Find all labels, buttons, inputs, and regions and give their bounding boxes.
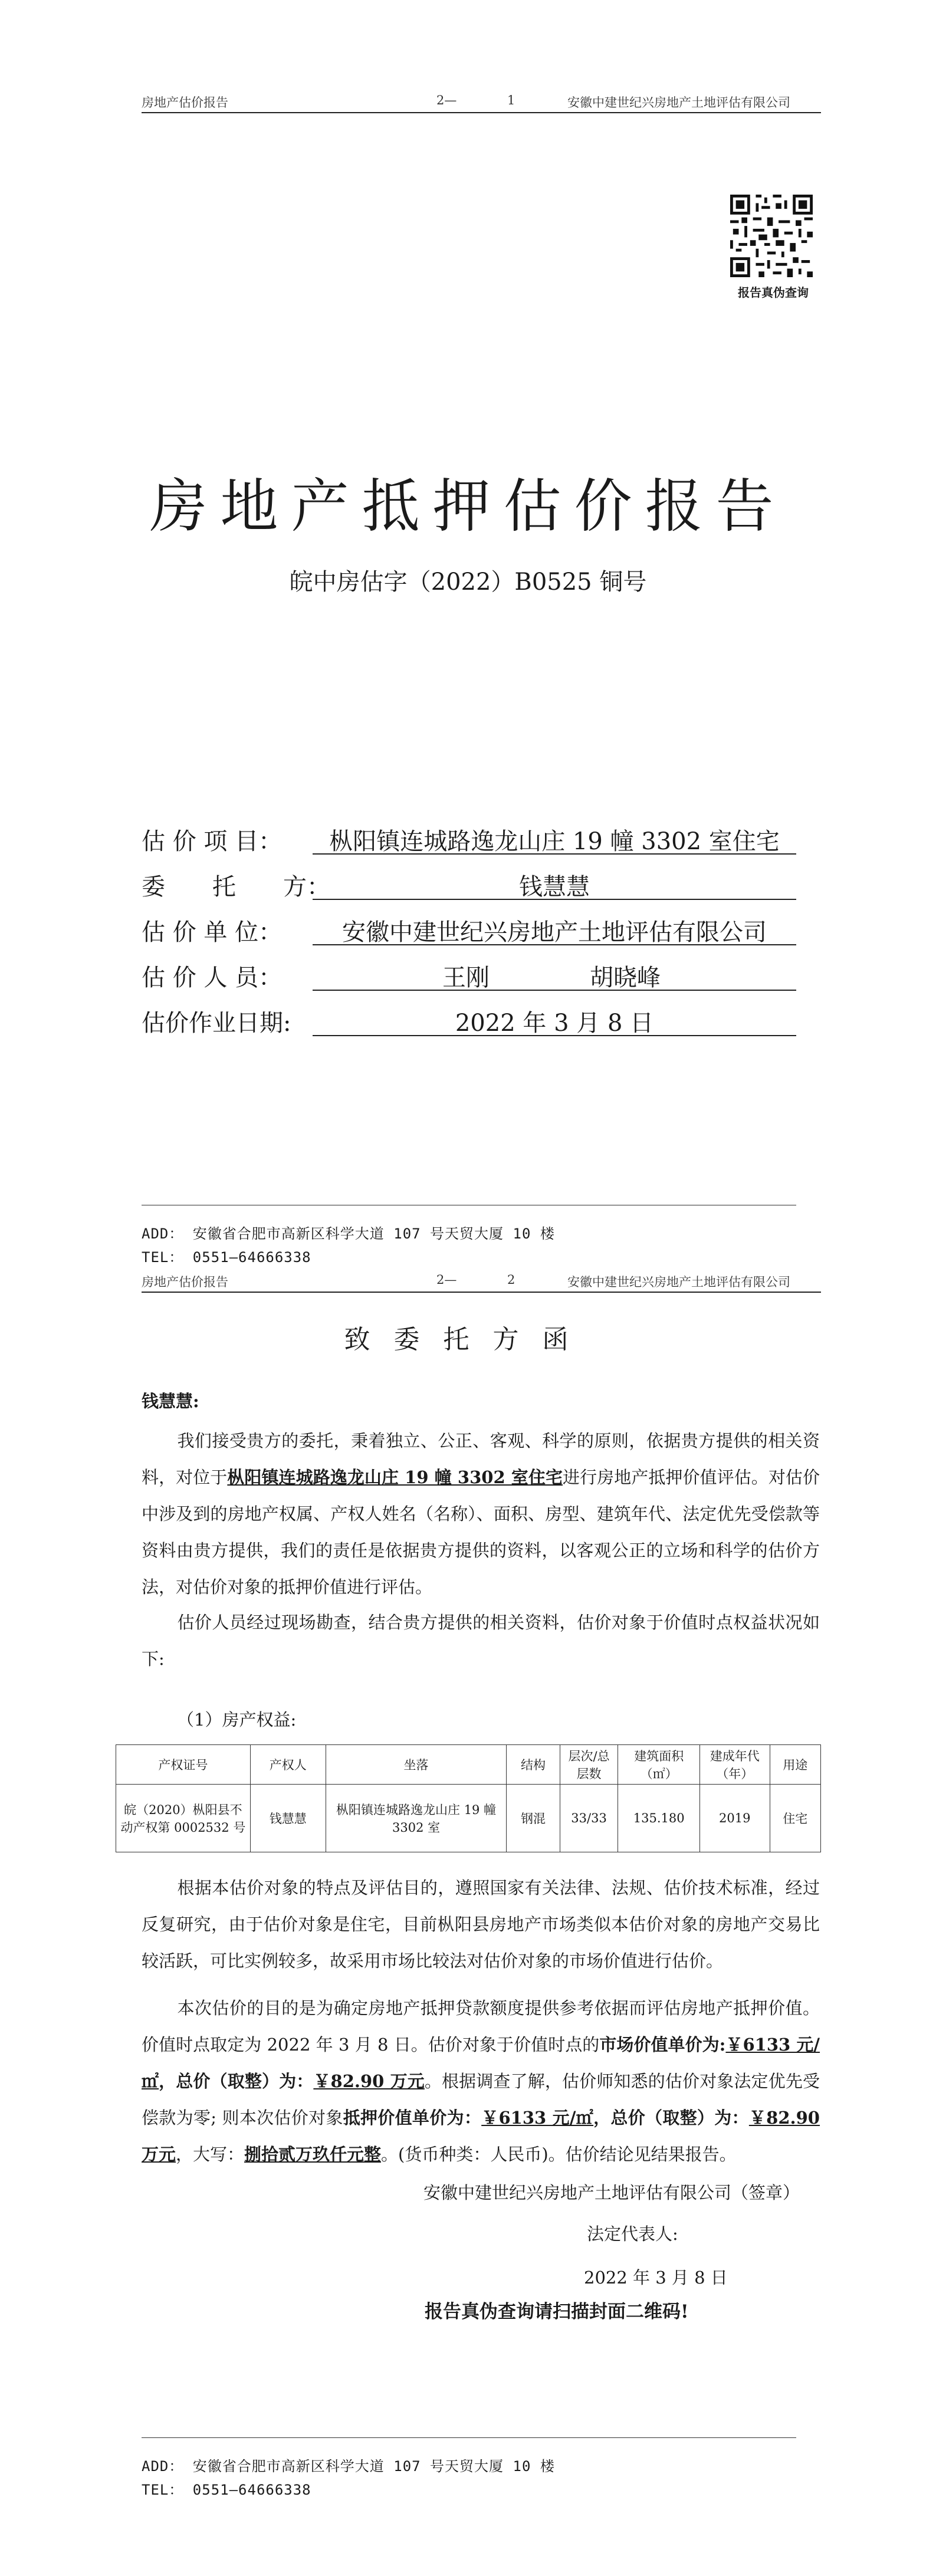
date-label: 估价作业日期: — [142, 1010, 291, 1037]
market-total-label: ，总价（取整）为： — [159, 2071, 314, 2091]
project-underline — [313, 853, 796, 855]
footer-address: ADD： 安徽省合肥市高新区科学大道 107 号天贸大厦 10 楼 — [142, 2458, 555, 2475]
header-right: 安徽中建世纪兴房地产土地评估有限公司 — [567, 96, 790, 110]
header-left: 房地产估价报告 — [142, 1275, 228, 1289]
company-signature: 安徽中建世纪兴房地产土地评估有限公司（签章） — [423, 2183, 800, 2203]
client-underline — [313, 899, 796, 900]
table-cell-area: 135.180 — [618, 1785, 700, 1852]
table-header-cell: 用途 — [770, 1745, 820, 1785]
info-row-unit — [142, 914, 826, 949]
letter-date: 2022 年 3 月 8 日 — [584, 2268, 728, 2288]
property-rights-table — [116, 1744, 821, 1852]
market-unit-price-label: 市场价值单价为: — [599, 2035, 726, 2055]
info-row-client — [142, 868, 826, 903]
property-address: 枞阳镇连城路逸龙山庄 19 幢 3302 室住宅 — [227, 1467, 563, 1487]
paragraph-1 — [142, 1422, 820, 1605]
table-cell-floors: 33/33 — [560, 1785, 618, 1852]
table-header-cell: 产权证号 — [116, 1745, 251, 1785]
header-left: 房地产估价报告 — [142, 96, 228, 110]
info-row-date — [142, 1004, 826, 1040]
legal-representative: 法定代表人: — [587, 2224, 678, 2244]
staff-value-1: 王刚 — [442, 964, 490, 991]
header-page-total: 2— — [436, 93, 457, 107]
para3-text: 根据本估价对象的特点及评估目的，遵照国家有关法律、法规、估价技术标准，经过反复研究，由于估价对象是住宅，目前枞阳县房地产市场类似本估价对象的房地产交易比较活跃，可比实例较多，故采用市场比较法对估价对象的市场价值进行估价。 — [142, 1878, 820, 1971]
table-header-cell: 坐落 — [326, 1745, 507, 1785]
para4-text-k: ，大写： — [176, 2144, 245, 2164]
amount-in-words: 捌拾贰万玖仟元整 — [244, 2144, 382, 2164]
date-value: 2022 年 3 月 8 日 — [455, 1010, 654, 1037]
staff-underline — [313, 990, 796, 991]
table-row — [116, 1785, 821, 1852]
table-header-cell: 建成年代（年） — [699, 1745, 770, 1785]
header-page-number: 1 — [507, 93, 515, 107]
report-title: 房地产抵押估价报告 — [149, 473, 787, 540]
unit-value: 安徽中建世纪兴房地产土地评估有限公司 — [342, 919, 767, 946]
client-label: 委 托 方： — [142, 873, 330, 901]
table-header-cell: 结构 — [507, 1745, 560, 1785]
paragraph-2 — [142, 1604, 820, 1677]
market-total-price: ￥82.90 万元 — [313, 2071, 425, 2091]
para4-text-f: 。根据调查了解，估价师知悉的估价对象法定优先受偿款为零; 则本次估价对象 — [142, 2071, 820, 2128]
para2-text: 估价人员经过现场勘查，结合贵方提供的相关资料，估价对象于价值时点权益状况如下: — [142, 1612, 820, 1669]
rights-heading: （1）房产权益: — [177, 1710, 297, 1730]
client-value: 钱慧慧 — [519, 873, 590, 901]
qr-notice: 报告真伪查询请扫描封面二维码! — [425, 2301, 689, 2322]
project-value: 枞阳镇连城路逸龙山庄 19 幢 3302 室住宅 — [329, 828, 780, 855]
info-row-staff — [142, 959, 826, 994]
table-header-cell: 建筑面积（㎡） — [618, 1745, 700, 1785]
footer-tel: TEL： 0551—64666338 — [142, 1249, 311, 1266]
market-unit-price: ￥6133 元/㎡ — [142, 2035, 820, 2091]
project-label: 估 价 项 目： — [142, 828, 283, 855]
mortgage-total-price: ￥82.90 万元 — [142, 2108, 820, 2164]
staff-label: 估 价 人 员： — [142, 964, 283, 991]
mortgage-unit-price: ￥6133 元/㎡ — [481, 2108, 594, 2128]
header-page-total: 2— — [436, 1273, 457, 1287]
header-rule — [142, 112, 821, 113]
table-cell-location: 枞阳镇连城路逸龙山庄 19 幢 3302 室 — [326, 1785, 507, 1852]
para1-text-b: 进行房地产抵押价值评估。对估价中涉及到的房地产权属、产权人姓名（名称）、面积、房型、建筑年代、法定优先受偿款等资料由贵方提供，我们的责任是依据贵方提供的资料，以客观公正的立场和科学的估价方法，对估价对象的抵押价值进行评估。 — [142, 1467, 820, 1597]
table-header-cell: 层次/总层数 — [560, 1745, 618, 1785]
table-header-cell: 产权人 — [250, 1745, 326, 1785]
paragraph-4 — [142, 1990, 820, 2173]
table-cell-year: 2019 — [699, 1785, 770, 1852]
table-cell-structure: 钢混 — [507, 1785, 560, 1852]
table-cell-cert-no: 皖（2020）枞阳县不动产权第 0002532 号 — [116, 1785, 251, 1852]
para4-text-a: 本次估价的目的是为确定房地产抵押贷款额度提供参考依据而评估房地产抵押价值。价值时点取定为 2022 年 3 月 8 日。估价对象于价值时点的 — [142, 1998, 820, 2055]
info-row-project — [142, 823, 826, 858]
unit-underline — [313, 944, 796, 945]
footer-rule — [142, 2437, 796, 2438]
footer-address: ADD： 安徽省合肥市高新区科学大道 107 号天贸大厦 10 楼 — [142, 1225, 555, 1242]
header-right: 安徽中建世纪兴房地产土地评估有限公司 — [567, 1275, 790, 1289]
table-cell-owner: 钱慧慧 — [250, 1785, 326, 1852]
staff-value-2: 胡晓峰 — [590, 964, 661, 991]
para1-text-a: 我们接受贵方的委托，秉着独立、公正、客观、科学的原则，依据贵方提供的相关资料，对位于 — [142, 1431, 820, 1487]
date-underline — [313, 1035, 796, 1036]
mortgage-total-label: ，总价（取整）为： — [593, 2108, 749, 2128]
mortgage-unit-price-label: 抵押价值单价为： — [343, 2108, 482, 2128]
qr-code-icon[interactable] — [730, 195, 813, 277]
table-cell-usage: 住宅 — [770, 1785, 820, 1852]
letter-title: 致委托方函 — [344, 1325, 592, 1355]
paragraph-3 — [142, 1869, 820, 1979]
table-header-row — [116, 1745, 821, 1785]
footer-tel: TEL： 0551—64666338 — [142, 2482, 311, 2498]
qr-label: 报告真伪查询 — [738, 285, 809, 300]
unit-label: 估 价 单 位： — [142, 919, 283, 946]
report-number: 皖中房估字（2022）B0525 铜号 — [289, 569, 647, 596]
salutation: 钱慧慧: — [142, 1391, 199, 1411]
para4-text-m: 。(货币种类：人民币)。估价结论见结果报告。 — [381, 2144, 737, 2164]
header-rule — [142, 1292, 821, 1293]
header-page-number: 2 — [507, 1273, 515, 1287]
